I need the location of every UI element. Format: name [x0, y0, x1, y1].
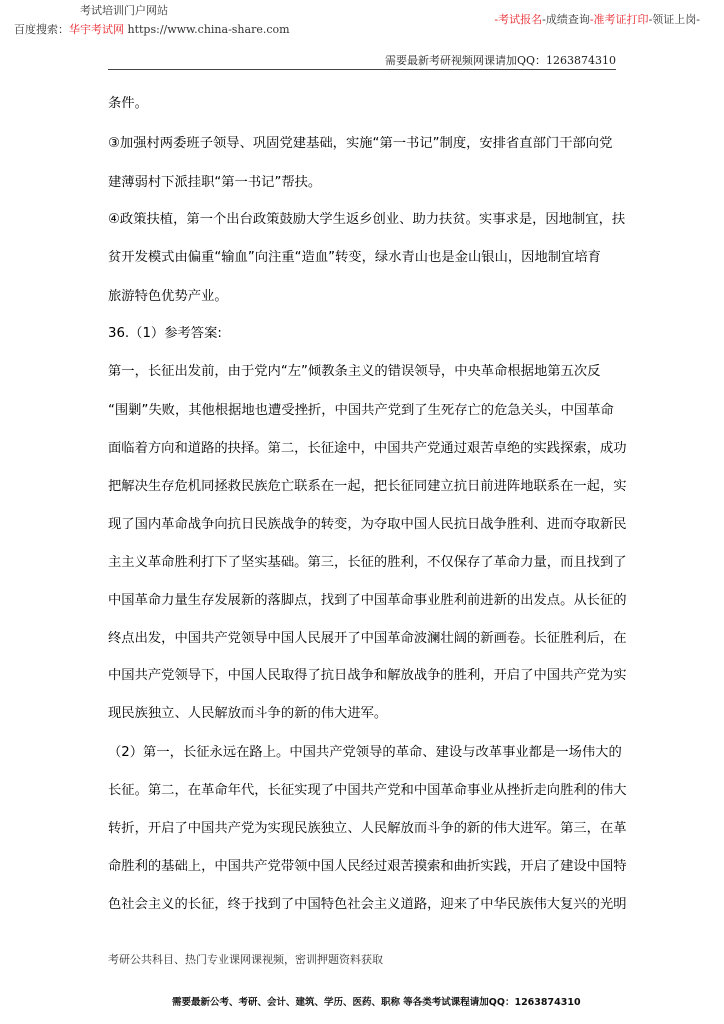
- text-line: 中国革命力量生存发展新的落脚点，找到了中国革命事业胜利前进新的出发点。从长征的: [108, 593, 627, 608]
- text-line: （2）第一，长征永远在路上。中国共产党领导的革命、建设与改革事业都是一场伟大的: [108, 745, 622, 760]
- text-line: “围剿”失败，其他根据地也遭受挫折，中国共产党到了生死存亡的危急关头，中国革命: [108, 403, 614, 418]
- text-line: 旅游特色优势产业。: [108, 289, 228, 304]
- header-links: [494, 11, 700, 27]
- text-line: 中国共产党领导下，中国人民取得了抗日战争和解放战争的胜利，开启了中国共产党为实: [108, 668, 627, 683]
- search-label: 百度搜索：: [14, 23, 69, 36]
- text-line: 终点出发，中国共产党领导中国人民展开了中国革命波澜壮阔的新画卷。长征胜利后，在: [108, 631, 627, 646]
- site-url-link[interactable]: https://www.china-share.com: [127, 23, 290, 36]
- text-line: 贫开发模式由偏重“输血”向注重“造血”转变，绿水青山也是金山银山，因地制宜培育: [108, 250, 601, 265]
- text-line: 现民族独立、人民解放而斗争的新的伟大进军。: [108, 706, 388, 721]
- search-keyword-link[interactable]: 华宇考试网: [69, 23, 124, 36]
- footer-note: 考研公共科目、热门专业课网课视频，密训押题资料获取: [108, 953, 383, 966]
- site-title: 考试培训门户网站: [80, 4, 168, 17]
- header-qq-notice: 需要最新考研视频网课请加QQ：1263874310: [384, 54, 616, 67]
- text-line: 现了国内革命战争向抗日民族战争的转变，为夺取中国人民抗日战争胜利、进而夺取新民: [108, 517, 627, 532]
- text-line: 色社会主义的长征，终于找到了中国特色社会主义道路，迎来了中华民族伟大复兴的光明: [108, 897, 627, 912]
- link-score-query[interactable]: -成绩查询: [542, 13, 590, 26]
- text-line: 条件。: [108, 96, 148, 111]
- text-line: 第一，长征出发前，由于党内“左”倾教条主义的错误领导，中央革命根据地第五次反: [108, 364, 601, 379]
- search-line: [14, 21, 290, 37]
- text-line: ④政策扶植，第一个出台政策鼓励大学生返乡创业、助力扶贫。实事求是，因地制宜，扶: [108, 212, 626, 227]
- text-line: 把解决生存危机同拯救民族危亡联系在一起，把长征同建立抗日前进阵地联系在一起，实: [108, 479, 627, 494]
- link-admission-ticket[interactable]: -准考证打印: [589, 13, 649, 26]
- header-divider: [108, 69, 616, 70]
- text-line: 命胜利的基础上，中国共产党带领中国人民经过艰苦摸索和曲折实践，开启了建设中国特: [108, 859, 627, 874]
- text-line: 长征。第二，在革命年代，长征实现了中国共产党和中国革命事业从挫折走向胜利的伟大: [108, 783, 627, 798]
- text-line: ③加强村两委班子领导、巩固党建基础，实施“第一书记”制度，安排省直部门干部向党: [108, 136, 613, 151]
- answer-heading: 36.（1）参考答案:: [108, 326, 222, 341]
- text-line: 主主义革命胜利打下了坚实基础。第三，长征的胜利，不仅保存了革命力量，而且找到了: [108, 555, 627, 570]
- footer-qq-notice: 需要最新公考、考研、会计、建筑、学历、医药、职称 等各类考试课程请加QQ：1263874310: [172, 997, 581, 1008]
- link-certification[interactable]: -领证上岗-: [648, 13, 700, 26]
- link-exam-registration[interactable]: -考试报名: [494, 13, 543, 26]
- text-line: 转折，开启了中国共产党为实现民族独立、人民解放而斗争的新的伟大进军。第三，在革: [108, 821, 627, 836]
- text-line: 面临着方向和道路的抉择。第二，长征途中，中国共产党通过艰苦卓绝的实践探索，成功: [108, 441, 627, 456]
- text-line: 建薄弱村下派挂职“第一书记”帮扶。: [108, 175, 322, 190]
